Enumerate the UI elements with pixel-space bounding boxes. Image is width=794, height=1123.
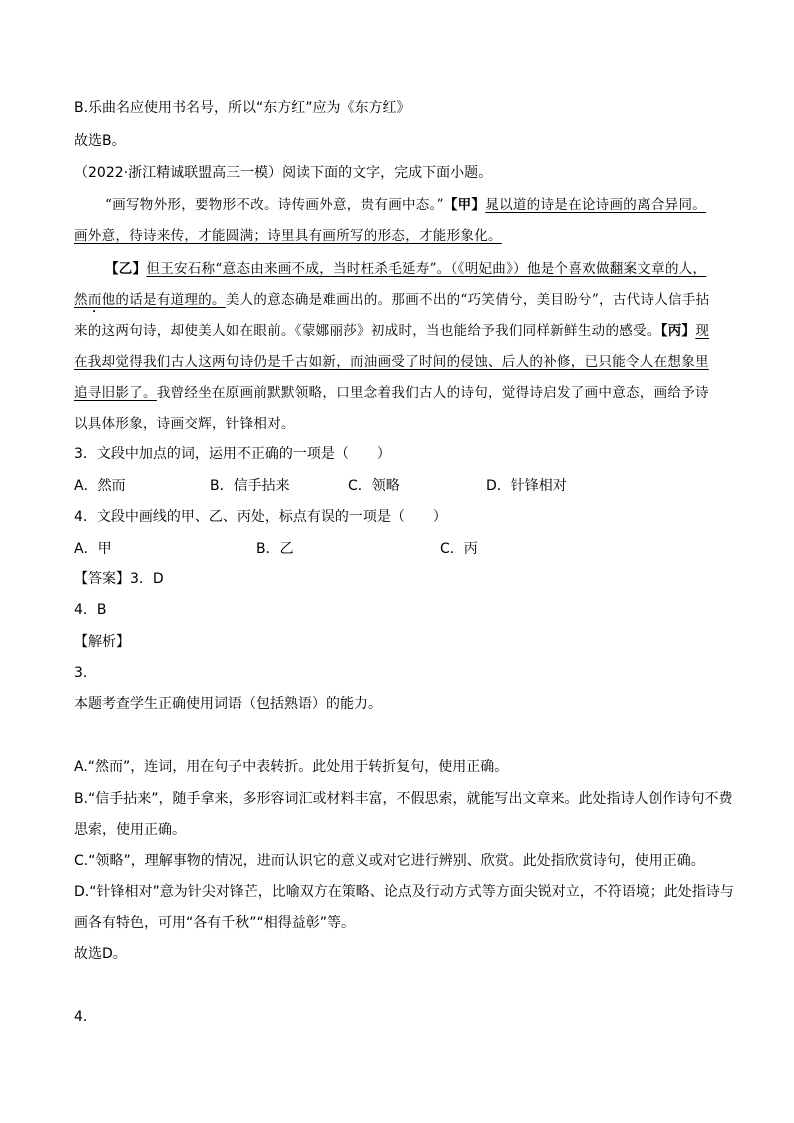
analysis-3-intro: 本题考查学生正确使用词语（包括熟语）的能力。 — [74, 696, 382, 712]
analysis-4-number: 4． — [74, 1009, 97, 1025]
mark-yi: 【乙】 — [105, 261, 147, 277]
analysis-3-a: A.“然而”，连词，用在句子中表转折。此处用于转折复句，使用正确。 — [74, 759, 509, 775]
underline-bing-part2: 追寻旧影了。 — [74, 385, 157, 401]
underline-yi-part1: 但王安石称“意态由来画不成，当时枉杀毛延寿”。（《明妃曲》）他是个喜欢做翻案文章的人， — [146, 261, 707, 277]
passage-line-7: 追寻旧影了。我曾经坐在原画前默默领略，口里念着我们古人的诗句，觉得诗启发了画中意态，画给予诗 — [74, 385, 709, 401]
analysis-3-number: 3． — [74, 665, 97, 681]
passage-line-4: 然而他的话是有道理的。美人的意态确是难画出的。那画不出的“巧笑倩兮，美目盼兮”，古代诗人信手拈 — [74, 292, 710, 308]
underline-bing-part1: 在我却觉得我们古人这两句诗仍是千古如新，而油画受了时间的侵蚀、后人的补修，已只能令人在想象里 — [74, 354, 709, 370]
passage-line-2 — [74, 226, 502, 246]
underline-jia-part2: 画外意，待诗来传，才能圆满；诗里具有画所写的形态，才能形象化。 — [74, 228, 502, 244]
q3-option-b: B．信手拈来 — [210, 478, 290, 494]
analysis-3-choose: 故选D。 — [74, 946, 127, 962]
q3-option-c: C．领略 — [348, 478, 400, 494]
answer-line-2: 4．B — [74, 602, 107, 618]
mark-jia: 【甲】 — [443, 197, 486, 213]
analysis-3-b-line2: 思索，使用正确。 — [74, 822, 186, 838]
q4-option-c: C．丙 — [440, 541, 478, 557]
prev-answer-choose-b: 故选B。 — [74, 133, 126, 149]
passage-line-8: 以具体形象，诗画交辉，针锋相对。 — [74, 416, 295, 432]
analysis-heading: 【解析】 — [74, 634, 130, 650]
q3-option-a: A．然而 — [74, 478, 126, 494]
passage-line-6 — [74, 352, 709, 372]
q4-option-a: A．甲 — [74, 541, 112, 557]
analysis-3-d-line2: 画各有特色，可用“各有千秋”“相得益彰”等。 — [74, 915, 356, 931]
analysis-3-d-line1: D.“针锋相对”意为针尖对锋芒，比喻双方在策略、论点及行动方式等方面尖锐对立，不符语境；此处指诗与 — [74, 884, 734, 900]
prev-answer-b-option: B.乐曲名应使用书名号，所以“东方红”应为《东方红》 — [74, 100, 411, 116]
answer-line-1: 【答案】3．D — [74, 571, 164, 587]
mark-bing: 【丙】 — [660, 323, 696, 339]
passage-line-1: “画写物外形，要物形不改。诗传画外意，贵有画中态。”【甲】晁以道的诗是在论诗画的离合异同。 — [105, 197, 707, 213]
passage-line-5: 来的这两句诗，却使美人如在眼前。《蒙娜丽莎》初成时，当也能给予我们同样新鲜生动的感受。【丙】现 — [74, 323, 710, 339]
dotted-word-ranger: 而 — [87, 292, 102, 308]
question-4-stem: 4．文段中画线的甲、乙、丙处，标点有误的一项是（ ） — [74, 509, 447, 525]
question-source: （2022·浙江精诚联盟高三一模）阅读下面的文字，完成下面小题。 — [74, 165, 493, 181]
underline-yi-part2: 然而他的话是有道理的。 — [74, 292, 226, 308]
passage-line-3 — [105, 259, 706, 279]
q4-option-b: B．乙 — [256, 541, 294, 557]
analysis-3-b-line1: B.“信手拈来”，随手拿来，多形容词汇或材料丰富，不假思索，就能写出文章来。此处指诗人创作诗句不费 — [74, 791, 733, 807]
question-3-stem: 3．文段中加点的词，运用不正确的一项是（ ） — [74, 446, 391, 462]
analysis-3-c: C.“领略”，理解事物的情况，进而认识它的意义或对它进行辨别、欣赏。此处指欣赏诗句，使用正确。 — [74, 853, 705, 869]
q3-option-d: D．针锋相对 — [486, 478, 567, 494]
underline-jia-part1: 晁以道的诗是在论诗画的离合异同。 — [485, 197, 707, 213]
